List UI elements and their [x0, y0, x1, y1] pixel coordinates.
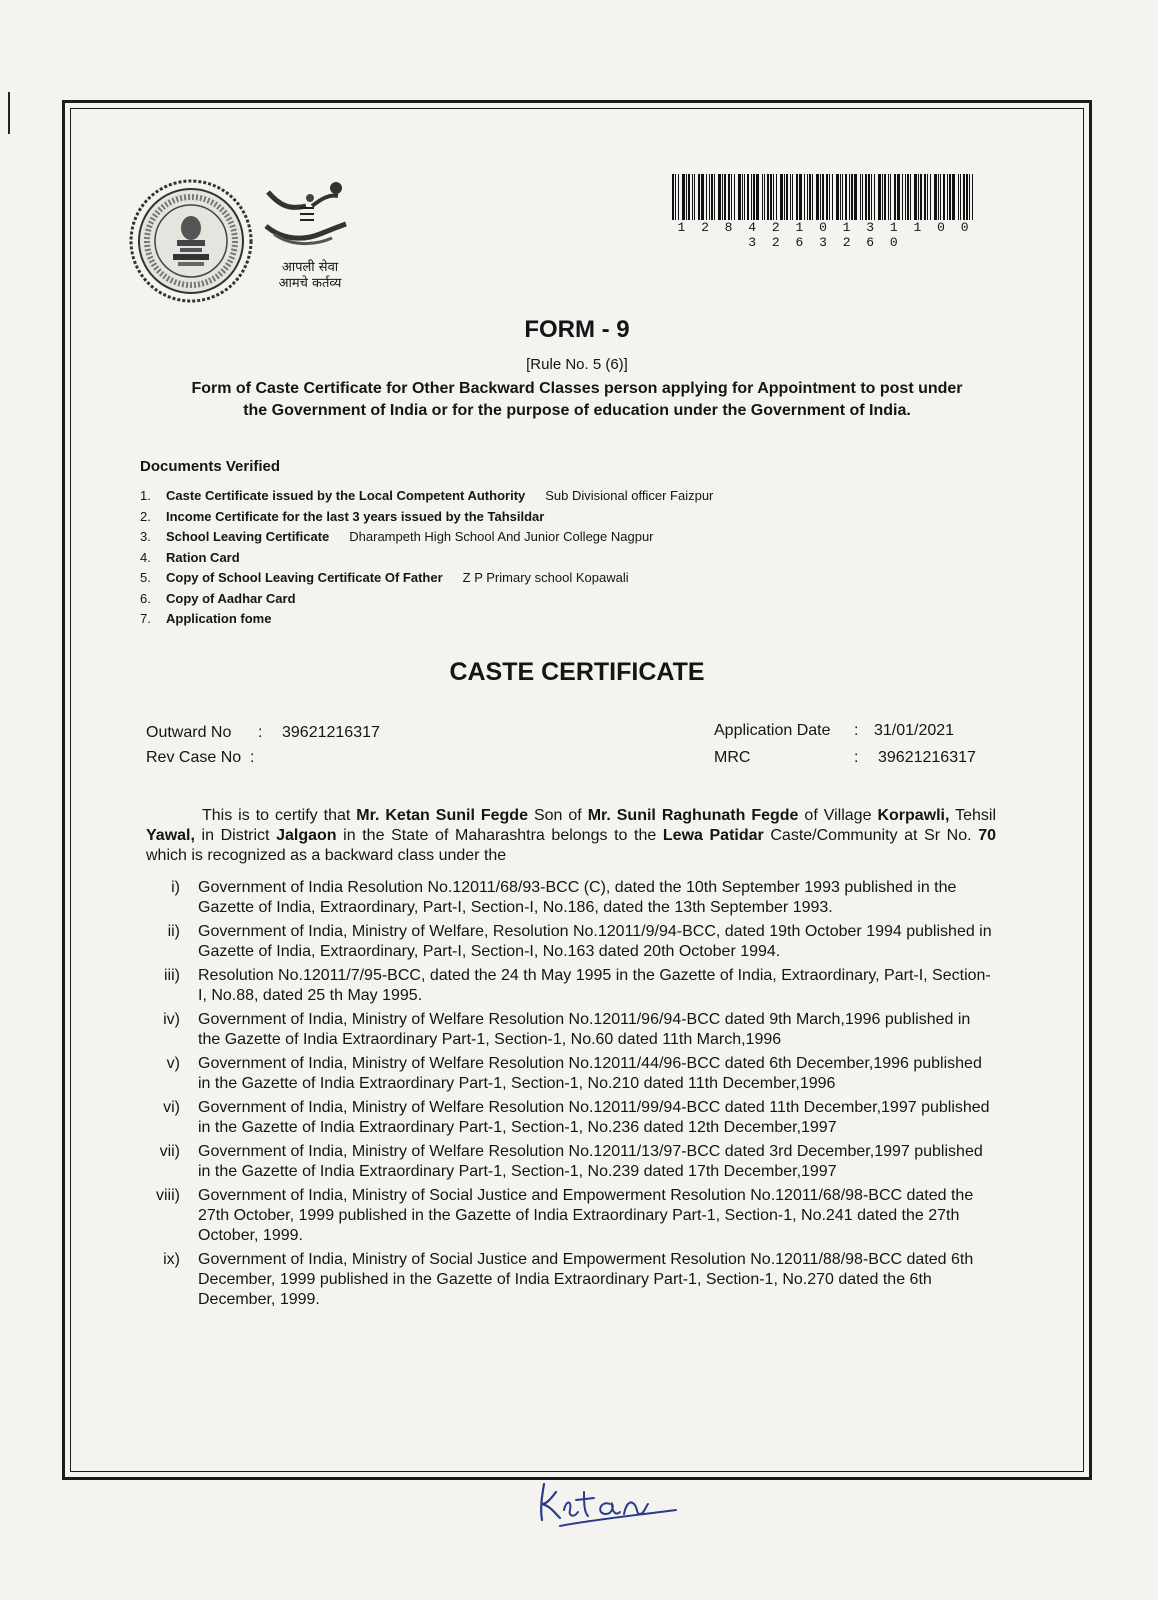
outward-number-field [146, 724, 380, 742]
statement-text: Son of [533, 807, 582, 824]
government-seal-icon [128, 178, 254, 304]
document-number: 6. [140, 590, 151, 606]
tehsil-name: Yawal, [146, 827, 195, 844]
applicant-name: Mr. Ketan Sunil Fegde [356, 807, 528, 824]
statement-text: in District [201, 827, 270, 844]
resolution-text: Government of India, Ministry of Welfare, Resolution No.12011/9/94-BCC, dated 19th October 1994 published in Gazette of India, Extraordinary, Part-I, Section-I, No.163 dated 20th October 1994. [198, 923, 992, 960]
document-number: 4. [140, 549, 151, 565]
barcode-number: 1 2 8 4 2 1 0 1 3 1 1 0 0 3 2 6 3 2 6 0 [677, 220, 973, 250]
resolution-number: iv) [163, 1011, 180, 1028]
form-description [70, 378, 1084, 422]
resolution-item [146, 1098, 996, 1138]
mrc-label: MRC [714, 749, 751, 766]
page-edge-mark [8, 92, 10, 134]
statement-text: Tehsil [955, 807, 997, 824]
document-item [140, 488, 713, 509]
application-date-label: Application Date [714, 722, 831, 739]
resolution-item [146, 1250, 996, 1310]
serial-number: 70 [978, 827, 996, 844]
certification-statement [146, 806, 996, 866]
mrc-value: 39621216317 [878, 749, 976, 766]
aaple-seva-line-2: आमचे कर्तव्य [278, 276, 342, 291]
document-item [140, 591, 713, 612]
mrc-field [714, 749, 976, 767]
aaple-seva-tagline [260, 260, 360, 292]
statement-text: Caste/Community at Sr No. [770, 827, 972, 844]
resolution-number: i) [171, 879, 180, 896]
document-number: 3. [140, 529, 151, 544]
document-number: 5. [140, 570, 151, 585]
document-title: Copy of School Leaving Certificate Of Father [166, 570, 443, 585]
rule-number: [Rule No. 5 (6)] [526, 356, 628, 373]
father-name: Mr. Sunil Raghunath Fegde [587, 807, 799, 824]
resolution-number: ix) [163, 1251, 180, 1268]
statement-text: This is to certify that [202, 807, 351, 824]
outward-number-label: Outward No [146, 724, 232, 741]
aaple-seva-logo-icon [260, 176, 356, 248]
field-separator: : [250, 749, 255, 766]
statement-text: of Village [804, 807, 872, 824]
application-date-field [714, 722, 954, 740]
certificate-page [70, 108, 1084, 1472]
resolution-item [146, 1142, 996, 1182]
resolution-text: Government of India, Ministry of Social Justice and Empowerment Resolution No.12011/88/98-BCC dated 6th December, 1999 published in the Gazette of India Extraordinary Part-1, Section-1, No.270 dated the 6th December, 1999. [198, 1251, 974, 1308]
documents-heading: Documents Verified [140, 458, 281, 475]
certificate-title: CASTE CERTIFICATE [449, 658, 705, 686]
document-item [140, 509, 713, 530]
resolution-number: iii) [164, 967, 180, 984]
document-title: Ration Card [166, 549, 240, 565]
resolutions-list [146, 878, 996, 1314]
document-number: 7. [140, 611, 151, 626]
resolution-text: Government of India, Ministry of Welfare Resolution No.12011/13/97-BCC dated 3rd December,1997 published in the Gazette of India Extraordinary Part-1, Section-1, No.239 dated 17th December,1997 [198, 1143, 983, 1180]
resolution-item [146, 1186, 996, 1246]
field-separator: : [854, 722, 859, 739]
rev-case-label: Rev Case No [146, 749, 242, 766]
resolution-number: viii) [156, 1187, 180, 1204]
document-title: Income Certificate for the last 3 years issued by the Tahsildar [166, 508, 545, 524]
form-description-line-2: the Government of India or for the purpose of education under the Government of India. [243, 402, 911, 419]
field-separator: : [258, 724, 263, 741]
document-title: School Leaving Certificate [166, 529, 330, 544]
field-separator: : [854, 749, 859, 766]
resolution-number: v) [166, 1055, 180, 1072]
resolution-text: Government of India, Ministry of Welfare Resolution No.12011/44/96-BCC dated 6th December,1996 published in the Gazette of India Extraordinary Part-1, Section-1, No.210 dated 11th December,1996 [198, 1055, 982, 1092]
resolution-item [146, 966, 996, 1006]
resolution-item [146, 922, 996, 962]
resolution-text: Resolution No.12011/7/95-BCC, dated the 24 th May 1995 in the Gazette of India, Extraordinary, Part-I, Section-I, No.88, dated 25 th May 1995. [198, 967, 991, 1004]
form-title: FORM - 9 [524, 316, 630, 343]
document-item [140, 529, 713, 550]
rev-case-field [146, 749, 259, 767]
document-detail: Dharampeth High School And Junior College Nagpur [349, 529, 654, 544]
resolution-number: ii) [167, 923, 180, 940]
documents-list [140, 488, 713, 632]
document-item [140, 570, 713, 591]
resolution-item [146, 878, 996, 918]
document-number: 1. [140, 488, 151, 503]
document-detail: Z P Primary school Kopawali [462, 570, 629, 585]
document-title: Caste Certificate issued by the Local Competent Authority [166, 488, 526, 503]
statement-text: which is recognized as a backward class under the [146, 847, 507, 864]
aaple-seva-line-1: आपली सेवा [281, 260, 339, 275]
resolution-text: Government of India, Ministry of Social Justice and Empowerment Resolution No.12011/68/98-BCC dated the 27th October, 1999 published in the Gazette of India Extraordinary Part-1, Section-1, No.241 dated the 27th October, 1999. [198, 1187, 974, 1244]
village-name: Korpawli, [877, 807, 950, 824]
statement-text: in the State of Maharashtra belongs to the [343, 827, 657, 844]
resolution-text: Government of India, Ministry of Welfare Resolution No.12011/96/94-BCC dated 9th March,1996 published in the Gazette of India Extraordinary Part-1, Section-1, No.60 dated 11th March,1996 [198, 1011, 971, 1048]
resolution-item [146, 1054, 996, 1094]
resolution-text: Government of India, Ministry of Welfare Resolution No.12011/99/94-BCC dated 11th December,1997 published in the Gazette of India Extraordinary Part-1, Section-1, No.236 dated 12th December,1997 [198, 1099, 990, 1136]
outward-number-value: 39621216317 [282, 724, 380, 741]
resolution-item [146, 1010, 996, 1050]
document-item [140, 611, 713, 632]
caste-name: Lewa Patidar [662, 827, 764, 844]
document-title: Copy of Aadhar Card [166, 590, 296, 606]
document-title: Application fome [166, 611, 272, 626]
document-number: 2. [140, 508, 151, 524]
resolution-number: vii) [159, 1143, 180, 1160]
handwritten-signature-icon [530, 1470, 680, 1530]
district-name: Jalgaon [276, 827, 337, 844]
form-description-line-1: Form of Caste Certificate for Other Backward Classes person applying for Appointment to post under [191, 380, 963, 397]
application-date-value: 31/01/2021 [874, 722, 955, 739]
document-item [140, 550, 713, 571]
barcode-icon [670, 174, 980, 220]
resolution-text: Government of India Resolution No.12011/68/93-BCC (C), dated the 10th September 1993 published in the Gazette of India, Extraordinary, Part-I, Section-I, No.186, dated the 13th September 1993. [198, 879, 957, 916]
document-detail: Sub Divisional officer Faizpur [545, 488, 714, 503]
resolution-number: vi) [163, 1099, 180, 1116]
